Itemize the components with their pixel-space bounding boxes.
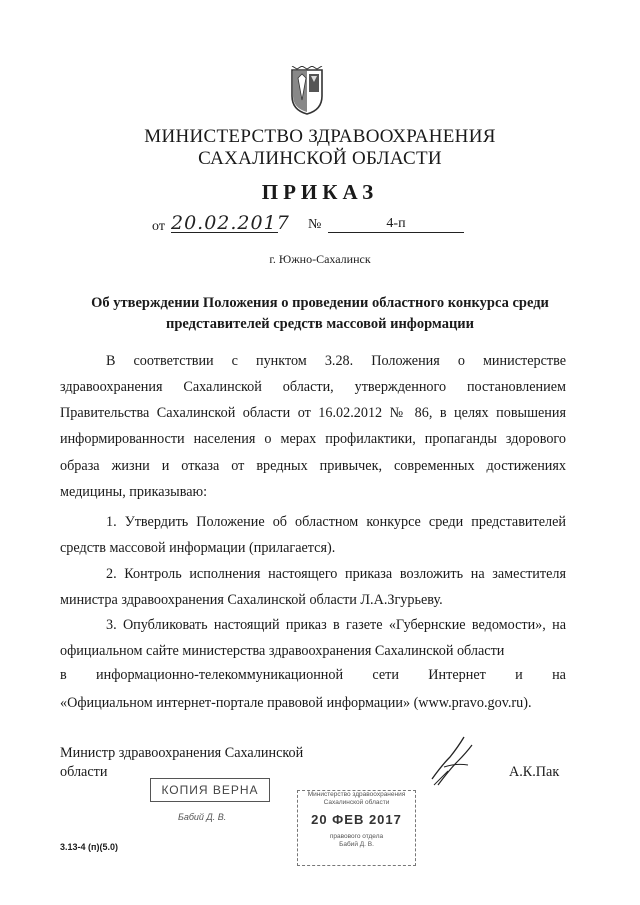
reg-stamp-line2: Сахалинской области xyxy=(323,799,390,806)
item-3-word: и xyxy=(515,667,523,683)
item-3-link-line: «Официальном интернет-портале правовой информации» (www.pravo.gov.ru). xyxy=(60,695,532,711)
item-1: 1. Утвердить Положение об областном конкурсе среди представителей средств массовой информации (прилагается). xyxy=(60,514,566,557)
document-type-heading: ПРИКАЗ xyxy=(261,180,379,204)
reg-stamp-line4: Бабий Д. В. xyxy=(339,841,374,848)
item-3-word: информационно-телекоммуникационной xyxy=(96,667,344,683)
item-3-spaced-line xyxy=(60,667,566,684)
date-field xyxy=(171,212,290,234)
item-3-word: на xyxy=(552,667,566,683)
signatory-position-line2: области xyxy=(60,764,108,780)
item-3-word: сети xyxy=(372,667,399,683)
item-3-word: в xyxy=(60,667,67,683)
reg-stamp-date: 20 ФЕВ 2017 xyxy=(311,812,402,827)
copy-stamp-name: Бабий Д. В. xyxy=(178,812,227,822)
order-number: 4-п xyxy=(386,216,406,231)
order-title-line2: представителей средств массовой информации xyxy=(165,316,475,332)
preamble-first-text: В соответствии с пунктом 3.28. Положения о министерстве xyxy=(106,353,566,369)
reg-stamp-line3: правового отдела xyxy=(329,833,384,840)
city-label: г. Южно-Сахалинск xyxy=(269,252,371,266)
number-prefix: № xyxy=(308,217,322,232)
order-title-line1: Об утверждении Положения о проведении областного конкурса среди xyxy=(91,295,549,311)
handwritten-signature-icon xyxy=(428,735,478,790)
date-prefix: от xyxy=(152,219,165,234)
item-3-text: 3. Опубликовать настоящий приказ в газете «Губернские ведомости», на официальном сайте министерства здравоохранения Сахалинской области xyxy=(60,617,566,660)
coat-of-arms-icon xyxy=(289,66,325,116)
item-3-word: Интернет xyxy=(428,667,486,683)
item-2: 2. Контроль исполнения настоящего приказа возложить на заместителя министра здравоохранения Сахалинской области Л.А.Згурьеву. xyxy=(60,566,566,609)
reg-stamp-line1: Министерство здравоохранения xyxy=(307,791,406,798)
number-field xyxy=(328,214,464,233)
ministry-name-line1: МИНИСТЕРСТВО ЗДРАВООХРАНЕНИЯ xyxy=(144,126,496,147)
preamble-text: здравоохранения Сахалинской области, утвержденного постановлением Правительства Сахалинской области от 16.02.2012 № 86, в целях повышения информированности населения о мерах профилактики, пропаганды здорового образа жизни и отказа от вредных привычек, современных достижениях медицины, приказываю: xyxy=(60,379,566,500)
preamble-first-line xyxy=(60,353,566,370)
signatory-name: А.К.Пак xyxy=(509,764,560,780)
copy-verified-stamp: КОПИЯ ВЕРНА xyxy=(150,778,270,802)
signatory-position-line1: Министр здравоохранения Сахалинской xyxy=(60,745,304,761)
document-code: 3.13-4 (п)(5.0) xyxy=(60,842,118,852)
ministry-name-line2: САХАЛИНСКОЙ ОБЛАСТИ xyxy=(198,148,442,169)
registration-stamp xyxy=(297,790,416,866)
handwritten-date: 20.02.2017 xyxy=(171,212,290,234)
